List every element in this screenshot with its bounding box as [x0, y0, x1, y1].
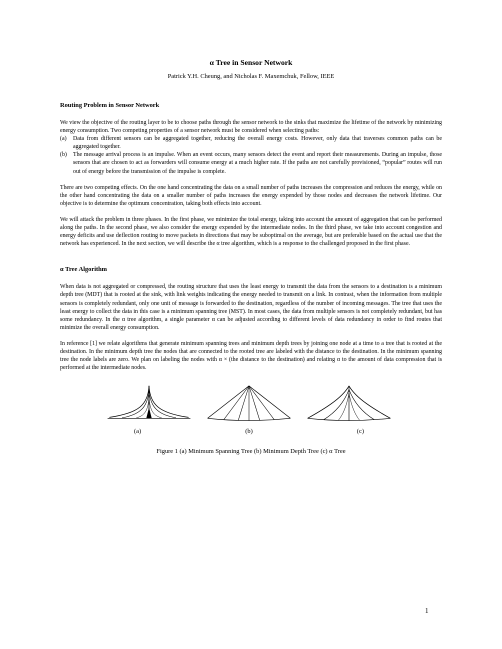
paragraph-competing-effects: There are two competing effects. On the one hand concentrating the data on a small number of paths increases the compression and reduces the energy, while on the other hand concentrating the data on a smaller number of paths increases the energy expended by those nodes and decreases the network lifetime. Our objective is to determine the optimum concentration, taking both effects into account.	[60, 184, 442, 207]
figure-sublabel-c: (c)	[356, 428, 364, 436]
list-item-text: Data from different sensors can be aggregated together, reducing the overall energy costs. However, only data that traverses common paths can be aggregated together.	[73, 136, 442, 151]
list-item-text: The message arrival process is an impulse. When an event occurs, many sensors detect the event and report their measurements. During an impulse, those sensors that are chosen to act as forwarders will consume energy at a much higher rate. If the paths are not carefully provisioned, “popular” routes will run out of energy before the transmission of the impulse is complete.	[73, 152, 442, 175]
figure-sublabel-a: (a)	[134, 428, 142, 436]
list-item	[60, 135, 442, 151]
figure-1	[104, 382, 394, 424]
paper-title: α Tree in Sensor Network	[209, 58, 293, 67]
list-item	[60, 151, 442, 175]
paper-authors: Patrick Y.H. Cheung, and Nicholas F. Maxemchuk, Fellow, IEEE	[167, 73, 335, 80]
paragraph-alpha-tree-1: When data is not aggregated or compressed, the routing structure that uses the least energy to transmit the data from the sensors to a destination is a minimum depth tree (MDT) that is rooted at the sink, with link weights indicating the energy needed to transmit on a link. In contrast, when the information from multiple sensors is completely redundant, only one unit of message is forwarded to the destination, regardless of the number of incoming messages. The tree that uses the least energy to collect the data in this case is a minimum spanning tree (MST). In most cases, the data from multiple sensors is not completely redundant, but has some redundancy. In the α tree algorithm, a single parameter α can be adjusted according to different levels of data redundancy in order to find routes that minimize the overall energy consumption.	[60, 284, 442, 331]
figure-sublabel-b: (b)	[245, 428, 253, 436]
figure-sublabels	[134, 428, 364, 436]
mst-diagram	[104, 382, 194, 424]
figure-caption: Figure 1 (a) Minimum Spanning Tree (b) Minimum Depth Tree (c) α Tree	[156, 447, 346, 455]
alpha-tree-diagram	[304, 382, 394, 424]
mdt-diagram	[204, 382, 294, 424]
page-content	[60, 58, 442, 462]
paragraph-alpha-tree-2: In reference [1] we relate algorithms that generate minimum spanning trees and minimum depth trees by joining one node at a time to a tree that is rooted at the destination. In the minimum depth tree the nodes that are connected to the rooted tree are labeled with the distance to the destination. In the minimum spanning tree the node labels are zero. We plan on labeling the nodes with α × (the distance to the destination) and relating α to the amount of data compression that is performed at the intermediate nodes.	[60, 340, 442, 372]
section-heading-routing: Routing Problem in Sensor Network	[60, 102, 160, 109]
list-item-label: (a)	[60, 136, 67, 143]
section-heading-alpha-tree: α Tree Algorithm	[60, 266, 107, 274]
page-number: 1	[425, 607, 429, 615]
paragraph-three-phases: We will attack the problem in three phases. In the first phase, we minimize the total energy, taking into account the amount of aggregation that can be performed along the paths. In the second phase, we also consider the energy expended by the intermediate nodes. In the third phase, we take into account congestion and energy deficits and use deflection routing to move packets in directions that may be suboptimal on the average, but are preferable based on the actual use that the network has experienced. In the next section, we will describe the α tree algorithm, which is a response to the challenged proposed in the first phase.	[60, 216, 442, 248]
properties-list	[60, 135, 442, 175]
paragraph-routing-intro: We view the objective of the routing layer to be to choose paths through the sensor network to the sinks that maximize the lifetime of the network by minimizing energy consumption. Two competing properties of a sensor network must be considered when selecting paths:	[60, 120, 442, 135]
list-item-label: (b)	[60, 152, 67, 159]
